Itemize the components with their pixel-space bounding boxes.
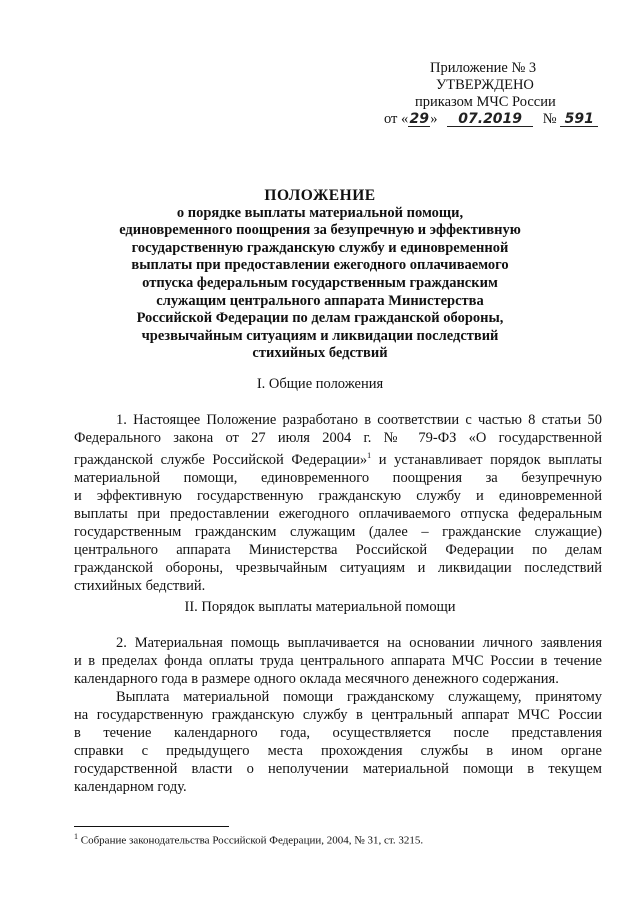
number-label: № — [542, 111, 557, 127]
date-month-year-field — [447, 112, 533, 127]
order-date-line — [380, 111, 594, 128]
title-line: чрезвычайным ситуациям и ликвидации последствий — [141, 327, 499, 344]
annex-label: Приложение № 3 — [430, 60, 537, 76]
date-day-handwritten: 29 — [409, 111, 430, 127]
title-line: о порядке выплаты материальной помощи, — [176, 204, 464, 221]
paragraph-line: на государственную гражданскую службу в центральный аппарат МЧС России — [74, 707, 602, 723]
title-line: выплаты при предоставлении ежегодного оплачиваемого — [131, 257, 509, 274]
footnote-divider — [74, 826, 229, 827]
order-label: приказом МЧС России — [415, 94, 556, 110]
section-heading-2: II. Порядок выплаты материальной помощи — [184, 599, 456, 615]
paragraph-line: государственным гражданским служащим (далее – гражданские служащие) — [74, 523, 602, 540]
paragraph-text: гражданской службе Российской Федерации» — [74, 451, 368, 468]
paragraph-text: и устанавливает порядок выплаты — [378, 451, 602, 468]
title-line: единовременного поощрения за безупречную и эффективную — [119, 222, 521, 239]
paragraph-line: справки с предыдущего места прохождения службы в ином органе — [74, 743, 602, 759]
title-line: отпуска федеральным государственным гражданским — [142, 274, 498, 291]
paragraph-line: 1. Настоящее Положение разработано в соответствии с частью 8 статьи 50 — [116, 412, 602, 428]
section-heading-1: I. Общие положения — [256, 376, 384, 392]
paragraph-1 — [74, 411, 602, 595]
paragraph-line: календарном году. — [74, 779, 187, 795]
paragraph-line: в течение календарного года, осуществляется после представления — [74, 725, 602, 741]
order-number-handwritten: 591 — [564, 111, 594, 127]
title-line: Российской Федерации по делам гражданской обороны, — [136, 310, 504, 327]
title-line: стихийных бедствий — [252, 345, 388, 362]
title-line: государственную гражданскую службу и единовременной — [131, 239, 509, 256]
paragraph-line: гражданской обороны, чрезвычайным ситуациям и ликвидации последствий — [74, 559, 602, 576]
footnote — [74, 832, 423, 847]
footnote-text: Собрание законодательства Российской Федерации, 2004, № 31, ст. 3215. — [80, 834, 424, 847]
paragraph-line: Федерального закона от 27 июля 2004 г. № 79-ФЗ «О государственной — [74, 430, 602, 446]
paragraph-line: стихийных бедствий. — [74, 577, 206, 594]
approved-label: УТВЕРЖДЕНО — [436, 77, 534, 93]
paragraph-line: центрального аппарата Министерства Российской Федерации по делам — [74, 541, 602, 558]
paragraph-line: Выплата материальной помощи гражданскому служащему, принятому — [116, 689, 602, 705]
paragraph-line: календарного года в размере одного оклада месячного денежного содержания. — [74, 671, 559, 687]
date-mid: » — [430, 111, 438, 127]
title-line: служащим центрального аппарата Министерства — [156, 292, 484, 309]
title-heading: ПОЛОЖЕНИЕ — [264, 187, 376, 204]
paragraph-line: выплаты при предоставлении ежегодного оплачиваемого отпуска федеральным — [74, 505, 602, 522]
paragraph-2 — [74, 634, 602, 688]
date-prefix: от « — [384, 111, 409, 127]
footnote-marker: 1 — [74, 832, 78, 841]
date-month-year-handwritten: 07.2019 — [458, 111, 523, 127]
footnote-ref: 1 — [367, 451, 372, 460]
order-number-field — [560, 112, 598, 127]
document-title — [60, 187, 580, 363]
paragraph-line: материальной помощи, единовременного поощрения за безупречную — [74, 469, 602, 486]
paragraph-3 — [74, 688, 602, 796]
paragraph-line: и эффективную государственную гражданскую службу и единовременной — [74, 487, 602, 504]
paragraph-line: и в пределах фонда оплаты труда центрального аппарата МЧС России в течение — [74, 653, 602, 669]
paragraph-line: 2. Материальная помощь выплачивается на основании личного заявления — [116, 635, 602, 651]
paragraph-line: государственной власти о неполучении материальной помощи в текущем — [74, 761, 602, 777]
date-day-field — [408, 112, 430, 127]
approval-stamp — [380, 60, 594, 128]
paragraph-line — [74, 447, 602, 469]
